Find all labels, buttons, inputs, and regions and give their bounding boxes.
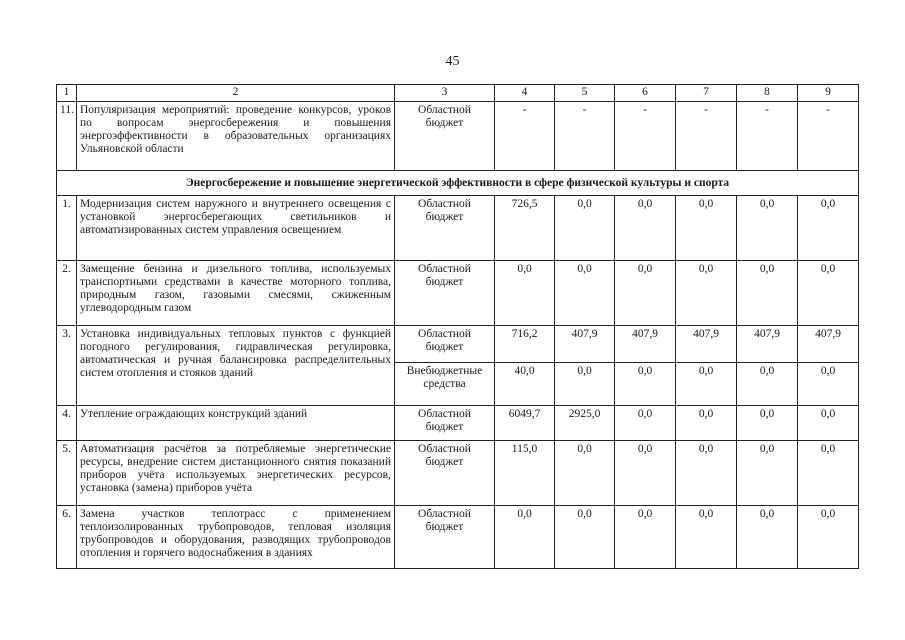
header-cell: 9 [798,85,859,102]
value-cell: 0,0 [737,363,798,406]
value-cell: 0,0 [676,196,737,261]
value-cell: 0,0 [798,363,859,406]
row-description: Утепление ограждающих конструкций зданий [77,406,395,441]
row-number: 6. [57,506,77,569]
value-cell: - [555,102,615,171]
funding-source: Областной бюджет [395,406,495,441]
row-number: 4. [57,406,77,441]
value-cell: 0,0 [737,261,798,326]
funding-source: Областной бюджет [395,506,495,569]
funding-source: Областной бюджет [395,102,495,171]
value-cell: - [495,102,555,171]
value-cell: 0,0 [798,441,859,506]
section-title: Энергосбережение и повышение энергетической эффективности в сфере физической культуры и спорта [57,171,859,196]
row-number: 2. [57,261,77,326]
funding-source: Внебюджетные средства [395,363,495,406]
value-cell: - [615,102,676,171]
value-cell: 0,0 [615,506,676,569]
row-number: 1. [57,196,77,261]
funding-source: Областной бюджет [395,261,495,326]
row-description: Замещение бензина и дизельного топлива, используемых транспортными средствами в качестве моторного топлива, природным газом, газовыми смесями, сжиженным углеводородным газом [77,261,395,326]
value-cell: 716,2 [495,326,555,363]
header-cell: 1 [57,85,77,102]
value-cell: 0,0 [555,196,615,261]
value-cell: 407,9 [615,326,676,363]
value-cell: 0,0 [676,506,737,569]
value-cell: 115,0 [495,441,555,506]
header-cell: 4 [495,85,555,102]
row-description: Популяризация мероприятий: проведение конкурсов, уроков по вопросам энергосбережения и повышения энергоэффективности в образовательных организациях Ульяновской области [77,102,395,171]
table-row [57,441,859,506]
value-cell: 0,0 [798,506,859,569]
value-cell: 0,0 [615,406,676,441]
value-cell: 6049,7 [495,406,555,441]
value-cell: 0,0 [676,441,737,506]
header-cell: 6 [615,85,676,102]
value-cell: 0,0 [798,196,859,261]
value-cell: 0,0 [737,196,798,261]
value-cell: 726,5 [495,196,555,261]
value-cell: 2925,0 [555,406,615,441]
value-cell: 0,0 [737,506,798,569]
value-cell: 407,9 [737,326,798,363]
row-description: Установка индивидуальных тепловых пунктов с функцией погодного регулирования, гидравлическая регулировка, автоматическая и ручная балансировка распределительных систем отопления и стояков зданий [77,326,395,406]
value-cell: 0,0 [615,196,676,261]
value-cell: 40,0 [495,363,555,406]
value-cell: - [798,102,859,171]
table-row [57,102,859,171]
value-cell: 0,0 [555,506,615,569]
header-cell: 2 [77,85,395,102]
value-cell: 407,9 [798,326,859,363]
row-description: Автоматизация расчётов за потребляемые энергетические ресурсы, внедрение систем дистанционного снятия показаний приборов учёта используемых энергетических ресурсов, установка (замена) приборов учёта [77,441,395,506]
value-cell: 0,0 [676,363,737,406]
table-row [57,406,859,441]
header-cell: 7 [676,85,737,102]
value-cell: 0,0 [555,363,615,406]
value-cell: 0,0 [555,261,615,326]
table-row [57,261,859,326]
header-cell: 8 [737,85,798,102]
table-row [57,506,859,569]
row-description: Замена участков теплотрасс с применением теплоизолированных трубопроводов, тепловая изоляция трубопроводов и оборудования, разводящих трубопроводов отопления и горячего водоснабжения в зданиях [77,506,395,569]
header-cell: 3 [395,85,495,102]
value-cell: 0,0 [737,441,798,506]
value-cell: 0,0 [615,441,676,506]
value-cell: 407,9 [676,326,737,363]
funding-source: Областной бюджет [395,196,495,261]
value-cell: 0,0 [737,406,798,441]
funding-source: Областной бюджет [395,326,495,363]
row-number: 11. [57,102,77,171]
value-cell: 0,0 [798,261,859,326]
value-cell: 0,0 [555,441,615,506]
value-cell: - [737,102,798,171]
value-cell: 0,0 [676,261,737,326]
value-cell: 407,9 [555,326,615,363]
row-number: 5. [57,441,77,506]
value-cell: 0,0 [495,506,555,569]
row-description: Модернизация систем наружного и внутреннего освещения с установкой энергосберегающих светильников и автоматизированных систем управления освещением [77,196,395,261]
row-number: 3. [57,326,77,406]
value-cell: 0,0 [676,406,737,441]
value-cell: 0,0 [615,363,676,406]
value-cell: - [676,102,737,171]
value-cell: 0,0 [798,406,859,441]
table-row [57,326,859,363]
header-cell: 5 [555,85,615,102]
funding-source: Областной бюджет [395,441,495,506]
page-number: 45 [445,54,460,69]
header-row [57,85,859,102]
section-heading-row [57,171,859,196]
program-table [56,84,859,569]
value-cell: 0,0 [495,261,555,326]
table-row [57,196,859,261]
value-cell: 0,0 [615,261,676,326]
